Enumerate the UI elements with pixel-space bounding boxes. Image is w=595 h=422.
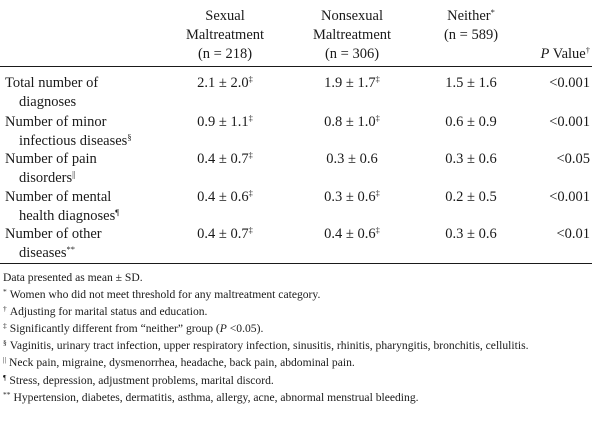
column-header-p-value (520, 45, 590, 64)
cell-neither: 0.3 ± 0.6 (445, 226, 497, 242)
header-line: (n = 306) (324, 46, 380, 62)
footnote-mark: ‡ (248, 113, 253, 123)
header-line: Maltreatment (312, 27, 392, 43)
footnote-mark: § (127, 132, 132, 142)
footnote-mark: * (490, 7, 495, 17)
footnote-mark: † (585, 45, 590, 55)
cell-p-value: <0.001 (549, 189, 590, 205)
footnote: || Neck pain, migraine, dysmenorrhea, headache, back pain, abdominal pain. (3, 355, 355, 370)
cell-sexual: 0.4 ± 0.6‡ (197, 188, 253, 205)
footnote-mark: § (3, 338, 7, 348)
cell-p-value: <0.001 (549, 114, 590, 130)
row-label (5, 74, 98, 112)
header-line: Nonsexual (320, 8, 383, 24)
footnote-mark: ‡ (248, 74, 253, 84)
footnote: ¶ Stress, depression, adjustment problems, marital discord. (3, 372, 274, 387)
footnote-mark: ‡ (375, 74, 380, 84)
footnote: ** Hypertension, diabetes, dermatitis, asthma, allergy, acne, abnormal menstrual bleeding. (3, 389, 419, 404)
footnote-mark: ‡ (248, 188, 253, 198)
footnote-mark: ‡ (375, 188, 380, 198)
cell-neither: 0.3 ± 0.6 (445, 151, 497, 167)
footnote-mark: || (72, 169, 76, 179)
row-label (5, 188, 119, 226)
row-label-line: Number of other (5, 226, 102, 242)
footnote-mark: ** (66, 244, 76, 254)
footnote-mark: ‡ (248, 150, 253, 160)
cell-sexual: 0.4 ± 0.7‡ (197, 150, 253, 167)
header-line: (n = 589) (443, 27, 499, 43)
header-line: Sexual (205, 8, 245, 24)
row-label-line: diseases** (19, 244, 76, 261)
row-label-line: Total number of (5, 75, 99, 91)
footnote-mark: † (3, 304, 7, 314)
row-label (5, 113, 132, 151)
footnote-mark: || (3, 355, 7, 365)
footnote-mark: ** (3, 389, 11, 399)
cell-nonsexual: 0.3 ± 0.6‡ (324, 188, 380, 205)
column-header-nonsexual (296, 7, 408, 64)
row-label-line: Number of mental (5, 189, 112, 205)
cell-nonsexual: 1.9 ± 1.7‡ (324, 74, 380, 91)
row-label-line: health diagnoses¶ (19, 207, 120, 224)
cell-p-value: <0.01 (556, 226, 590, 242)
footnote-mark: ¶ (3, 372, 7, 382)
footnote: § Vaginitis, urinary tract infection, upper respiratory infection, sinusitis, rhinitis, pharyngitis, bronchitis, cellulitis. (3, 338, 529, 353)
header-rule (0, 66, 592, 67)
footnotes (3, 269, 591, 406)
cell-neither: 0.6 ± 0.9 (445, 114, 497, 130)
cell-p-value: <0.05 (556, 151, 590, 167)
footnote: † Adjusting for marital status and education. (3, 304, 208, 319)
footnote-mark: ‡ (248, 225, 253, 235)
footnote: * Women who did not meet threshold for any maltreatment category. (3, 287, 321, 302)
bottom-rule (0, 263, 592, 264)
footnote-mark: ‡ (375, 225, 380, 235)
cell-sexual: 2.1 ± 2.0‡ (197, 74, 253, 91)
row-label-line: Number of minor (5, 114, 107, 130)
footnote: ‡ Significantly different from “neither” group (P <0.05). (3, 321, 264, 336)
footnote-mark: * (3, 287, 7, 297)
header-text: Neither (447, 8, 491, 24)
header-line: (n = 218) (197, 46, 253, 62)
row-label-line: disorders|| (19, 169, 76, 186)
p-italic: P (540, 46, 550, 62)
footnote-mark: ¶ (115, 207, 120, 217)
cell-neither: 0.2 ± 0.5 (445, 189, 497, 205)
row-label (5, 150, 97, 188)
cell-nonsexual: 0.4 ± 0.6‡ (324, 225, 380, 242)
header-line: Maltreatment (185, 27, 265, 43)
row-label (5, 225, 102, 263)
column-header-sexual (170, 7, 280, 64)
cell-nonsexual: 0.8 ± 1.0‡ (324, 113, 380, 130)
header-line (520, 45, 590, 64)
footnote-mark: ‡ (375, 113, 380, 123)
row-label-line: infectious diseases§ (19, 132, 132, 149)
cell-sexual: 0.9 ± 1.1‡ (197, 113, 253, 130)
column-header-neither (426, 7, 516, 45)
row-label-line: diagnoses (19, 94, 77, 110)
header-text: Value (549, 46, 586, 62)
data-note: Data presented as mean ± SD. (3, 271, 143, 284)
cell-p-value: <0.001 (549, 75, 590, 91)
row-label-line: Number of pain (5, 151, 97, 167)
cell-sexual: 0.4 ± 0.7‡ (197, 225, 253, 242)
cell-neither: 1.5 ± 1.6 (445, 75, 497, 91)
footnote-mark: ‡ (3, 321, 7, 331)
header-line (426, 7, 516, 26)
cell-nonsexual: 0.3 ± 0.6 (326, 151, 378, 167)
